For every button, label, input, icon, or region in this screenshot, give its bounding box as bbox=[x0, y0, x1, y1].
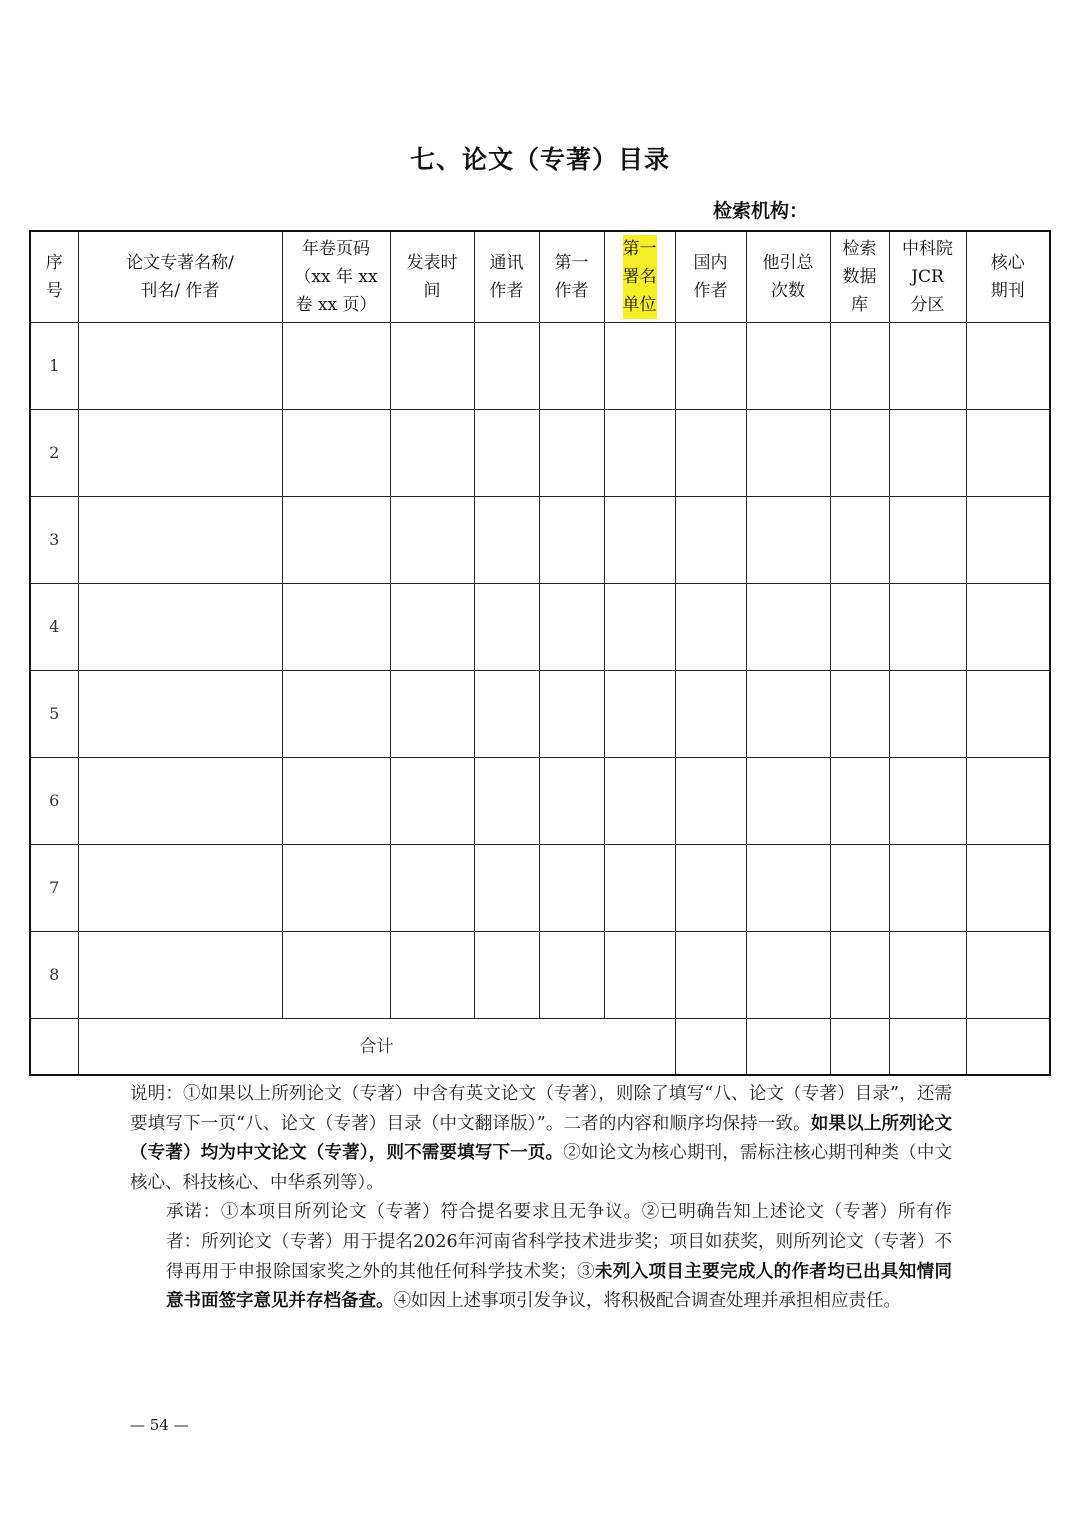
table-cell[interactable] bbox=[282, 323, 390, 410]
table-cell[interactable] bbox=[604, 497, 675, 584]
table-cell[interactable] bbox=[830, 323, 889, 410]
row-number: 3 bbox=[30, 497, 78, 584]
total-cell[interactable] bbox=[889, 1019, 966, 1076]
table-cell[interactable] bbox=[282, 671, 390, 758]
table-cell[interactable] bbox=[746, 758, 830, 845]
table-cell[interactable] bbox=[966, 323, 1050, 410]
table-cell[interactable] bbox=[675, 758, 746, 845]
table-cell[interactable] bbox=[78, 932, 282, 1019]
table-cell[interactable] bbox=[966, 932, 1050, 1019]
row-number: 6 bbox=[30, 758, 78, 845]
table-cell[interactable] bbox=[78, 410, 282, 497]
page-number: — 54 — bbox=[130, 1416, 189, 1434]
table-cell[interactable] bbox=[539, 497, 604, 584]
table-cell[interactable] bbox=[746, 932, 830, 1019]
table-cell[interactable] bbox=[390, 410, 474, 497]
paper-catalog-table bbox=[29, 230, 1051, 1076]
table-cell[interactable] bbox=[675, 410, 746, 497]
total-cell[interactable] bbox=[830, 1019, 889, 1076]
table-cell[interactable] bbox=[830, 845, 889, 932]
table-cell[interactable] bbox=[390, 497, 474, 584]
table-row bbox=[30, 671, 1050, 758]
table-cell[interactable] bbox=[889, 932, 966, 1019]
table-cell[interactable] bbox=[746, 410, 830, 497]
table-cell[interactable] bbox=[474, 932, 539, 1019]
table-cell[interactable] bbox=[830, 671, 889, 758]
header-volume-pages: 年卷页码 （xx 年 xx 卷 xx 页） bbox=[282, 231, 390, 323]
header-paper-name: 论文专著名称/ 刊名/ 作者 bbox=[78, 231, 282, 323]
table-row bbox=[30, 758, 1050, 845]
header-jcr: 中科院 JCR 分区 bbox=[889, 231, 966, 323]
table-cell[interactable] bbox=[604, 932, 675, 1019]
table-cell[interactable] bbox=[539, 671, 604, 758]
table-cell[interactable] bbox=[889, 671, 966, 758]
table-cell[interactable] bbox=[830, 932, 889, 1019]
table-cell[interactable] bbox=[539, 410, 604, 497]
table-cell[interactable] bbox=[78, 497, 282, 584]
table-row bbox=[30, 584, 1050, 671]
table-cell[interactable] bbox=[539, 758, 604, 845]
table-cell[interactable] bbox=[966, 410, 1050, 497]
table-cell[interactable] bbox=[675, 845, 746, 932]
table-cell[interactable] bbox=[78, 584, 282, 671]
table-cell[interactable] bbox=[390, 932, 474, 1019]
table-cell[interactable] bbox=[282, 584, 390, 671]
header-database: 检索 数据 库 bbox=[830, 231, 889, 323]
table-cell[interactable] bbox=[675, 671, 746, 758]
header-serial: 序 号 bbox=[30, 231, 78, 323]
table-cell[interactable] bbox=[889, 410, 966, 497]
notes-section bbox=[130, 1080, 952, 1317]
row-number: 8 bbox=[30, 932, 78, 1019]
table-cell[interactable] bbox=[675, 932, 746, 1019]
total-cell[interactable] bbox=[675, 1019, 746, 1076]
table-cell[interactable] bbox=[539, 845, 604, 932]
table-cell[interactable] bbox=[604, 410, 675, 497]
table-cell[interactable] bbox=[675, 497, 746, 584]
table-row bbox=[30, 410, 1050, 497]
table-cell[interactable] bbox=[889, 845, 966, 932]
table-row bbox=[30, 845, 1050, 932]
table-cell[interactable] bbox=[78, 671, 282, 758]
table-cell[interactable] bbox=[830, 410, 889, 497]
table-cell[interactable] bbox=[474, 671, 539, 758]
table-cell[interactable] bbox=[390, 845, 474, 932]
total-row-blank-cell bbox=[30, 1019, 78, 1076]
table-cell[interactable] bbox=[966, 497, 1050, 584]
table-cell[interactable] bbox=[830, 497, 889, 584]
table-cell[interactable] bbox=[604, 845, 675, 932]
table-cell[interactable] bbox=[604, 584, 675, 671]
explanation-paragraph: 说明：①如果以上所列论文（专著）中含有英文论文（专著），则除了填写“八、论文（专著）目录”，还需要填写下一页“八、论文（专著）目录（中文翻译版）”。二者的内容和顺序均保持一致。如果以上所列论文（专著）均为中文论文（专著），则不需要填写下一页。②如论文为核心期刊，需标注核心期刊种类（中文核心、科技核心、中华系列等）。 bbox=[130, 1084, 953, 1193]
total-cell[interactable] bbox=[746, 1019, 830, 1076]
header-first-unit bbox=[604, 231, 675, 323]
header-domestic-author: 国内 作者 bbox=[675, 231, 746, 323]
row-number: 5 bbox=[30, 671, 78, 758]
row-number: 7 bbox=[30, 845, 78, 932]
table-cell[interactable] bbox=[282, 845, 390, 932]
table-cell[interactable] bbox=[746, 584, 830, 671]
table-cell[interactable] bbox=[539, 584, 604, 671]
table-row bbox=[30, 323, 1050, 410]
header-row bbox=[30, 231, 1050, 323]
header-publish-time: 发表时 间 bbox=[390, 231, 474, 323]
table-cell[interactable] bbox=[966, 845, 1050, 932]
table-cell[interactable] bbox=[889, 584, 966, 671]
row-number: 4 bbox=[30, 584, 78, 671]
table-row bbox=[30, 932, 1050, 1019]
table-cell[interactable] bbox=[78, 758, 282, 845]
table-cell[interactable] bbox=[539, 323, 604, 410]
table-row bbox=[30, 497, 1050, 584]
row-number: 2 bbox=[30, 410, 78, 497]
table-cell[interactable] bbox=[474, 410, 539, 497]
table-cell[interactable] bbox=[282, 932, 390, 1019]
table-cell[interactable] bbox=[282, 410, 390, 497]
header-citations: 他引总 次数 bbox=[746, 231, 830, 323]
table-cell[interactable] bbox=[746, 845, 830, 932]
table-cell[interactable] bbox=[604, 758, 675, 845]
table-cell[interactable] bbox=[966, 584, 1050, 671]
table-cell[interactable] bbox=[746, 671, 830, 758]
commitment-paragraph: 承诺：①本项目所列论文（专著）符合提名要求且无争议。②已明确告知上述论文（专著）所有作者：所列论文（专著）用于提名2026年河南省科学技术进步奖；项目如获奖，则所列论文（专著）不得再用于申报除国家奖之外的其他任何科学技术奖；③未列入项目主要完成人的作者均已出具知情同意书面签字意见并存档备查。④如因上述事项引发争议，将积极配合调查处理并承担相应责任。 bbox=[166, 1202, 953, 1312]
table-cell[interactable] bbox=[966, 758, 1050, 845]
total-row bbox=[30, 1019, 1050, 1076]
row-number: 1 bbox=[30, 323, 78, 410]
header-first-author: 第一 作者 bbox=[539, 231, 604, 323]
total-label: 合计 bbox=[78, 1019, 675, 1076]
table-cell[interactable] bbox=[474, 758, 539, 845]
agency-label: 检索机构： bbox=[713, 200, 809, 222]
table-cell[interactable] bbox=[539, 932, 604, 1019]
table-cell[interactable] bbox=[282, 758, 390, 845]
table-cell[interactable] bbox=[830, 584, 889, 671]
header-core-journal: 核心 期刊 bbox=[966, 231, 1050, 323]
table-cell[interactable] bbox=[604, 323, 675, 410]
table-cell[interactable] bbox=[390, 671, 474, 758]
table-cell[interactable] bbox=[889, 758, 966, 845]
header-corresponding-author: 通讯 作者 bbox=[474, 231, 539, 323]
table-cell[interactable] bbox=[966, 671, 1050, 758]
table-cell[interactable] bbox=[282, 497, 390, 584]
table-cell[interactable] bbox=[474, 584, 539, 671]
table-cell[interactable] bbox=[390, 584, 474, 671]
total-cell[interactable] bbox=[966, 1019, 1050, 1076]
table-body bbox=[30, 323, 1050, 1076]
table-cell[interactable] bbox=[746, 497, 830, 584]
table-cell[interactable] bbox=[474, 323, 539, 410]
table-cell[interactable] bbox=[474, 497, 539, 584]
table-cell[interactable] bbox=[675, 584, 746, 671]
table-cell[interactable] bbox=[830, 758, 889, 845]
table-cell[interactable] bbox=[604, 671, 675, 758]
table-cell[interactable] bbox=[675, 323, 746, 410]
highlight-mark: 第一 署名 单位 bbox=[623, 235, 657, 319]
table-cell[interactable] bbox=[474, 845, 539, 932]
table-cell[interactable] bbox=[746, 323, 830, 410]
page-title: 七、论文（专著）目录 bbox=[409, 145, 670, 174]
table-cell[interactable] bbox=[390, 758, 474, 845]
table-cell[interactable] bbox=[889, 497, 966, 584]
table-cell[interactable] bbox=[78, 323, 282, 410]
table-cell[interactable] bbox=[78, 845, 282, 932]
table-cell[interactable] bbox=[390, 323, 474, 410]
table-cell[interactable] bbox=[889, 323, 966, 410]
